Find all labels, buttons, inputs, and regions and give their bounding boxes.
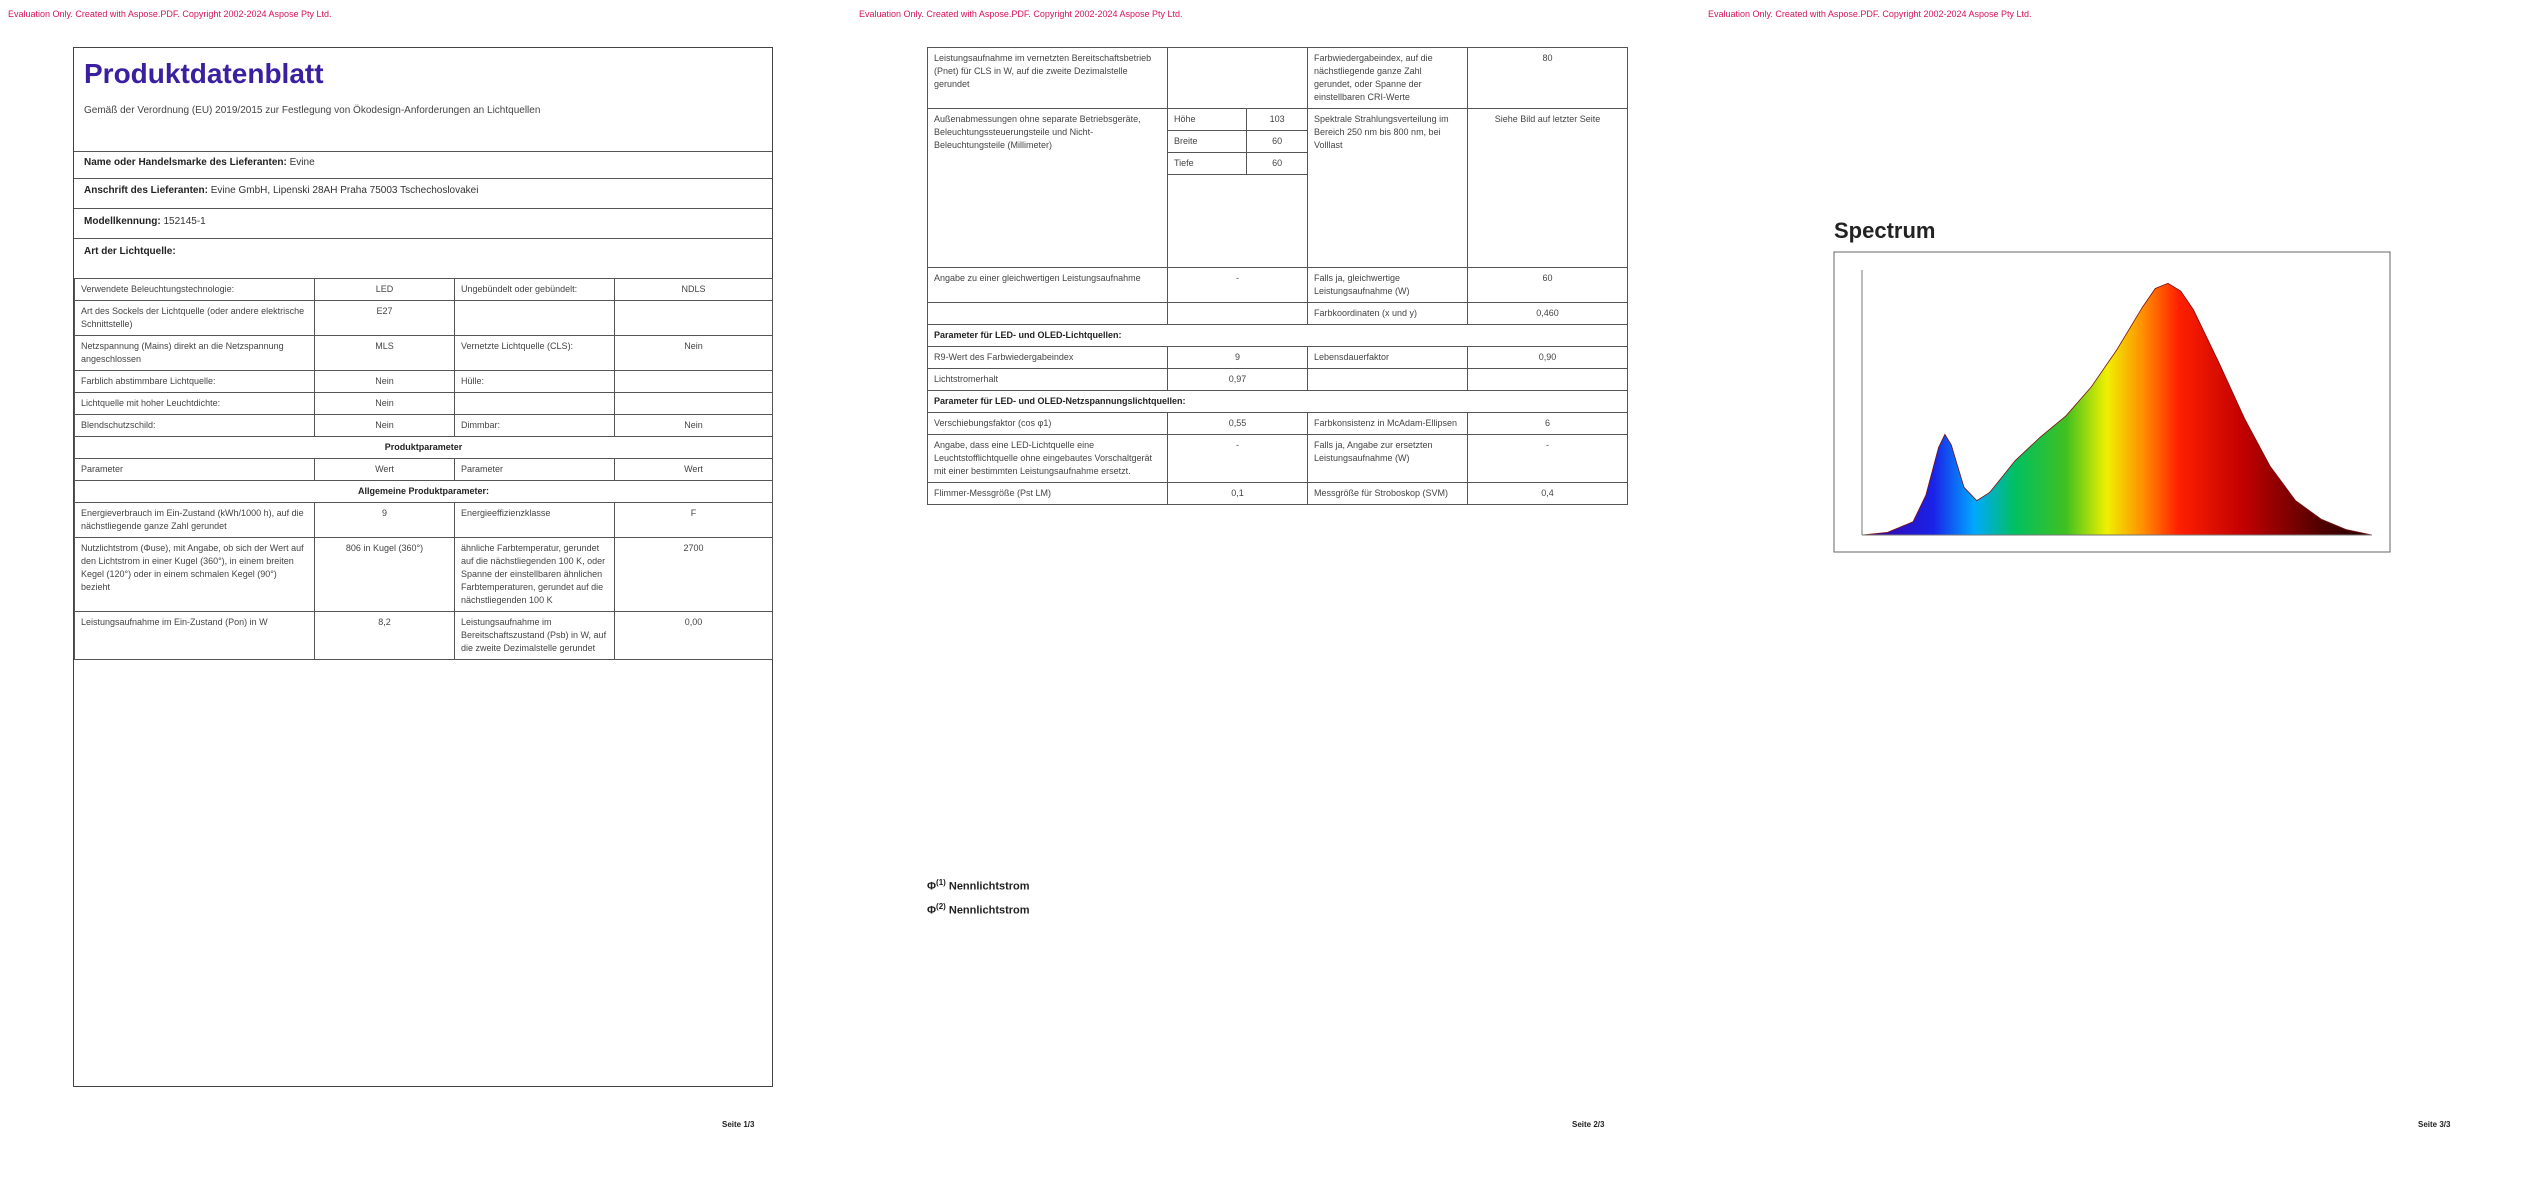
page-2 [847,0,1694,1200]
table-cell: Lebensdauerfaktor [1308,347,1468,369]
table-cell: Farbwiedergabeindex, auf die nächstliegende ganze Zahl gerundet, oder Spanne der einstellbaren CRI-Werte [1308,48,1468,109]
table-cell: - [1168,435,1308,483]
dimension-value: 103 [1247,109,1307,131]
table-cell: Parameter für LED- und OLED-Netzspannungslichtquellen: [928,391,1628,413]
table-cell: 60 [1468,268,1628,303]
table-cell: 0,460 [1468,303,1628,325]
table-cell: Farbkoordinaten (x und y) [1308,303,1468,325]
table-row [928,303,1628,325]
table-row [75,279,773,301]
table-cell: Netzspannung (Mains) direkt an die Netzspannung angeschlossen [75,336,315,371]
table-row [75,301,773,336]
parameter-table [74,278,773,660]
table-row [75,538,773,612]
divider [74,178,772,179]
table-cell: E27 [315,301,455,336]
evaluation-notice: Evaluation Only. Created with Aspose.PDF. Copyright 2002-2024 Aspose Pty Ltd. [1708,9,2032,19]
table-cell: 80 [1468,48,1628,109]
table-cell [455,393,615,415]
table-cell: Parameter [75,459,315,481]
supplier-address-row: Anschrift des Lieferanten: Evine GmbH, Lipenski 28AH Praha 75003 Tschechoslovakei [84,185,479,196]
table-cell: Leistungsaufnahme im vernetzten Bereitschaftsbetrieb (Pnet) für CLS in W, auf die zweite Dezimalstelle gerundet [928,48,1168,109]
table-cell: Farblich abstimmbare Lichtquelle: [75,371,315,393]
table-cell: Angabe, dass eine LED-Lichtquelle eine Leuchtstofflichtquelle ohne eingebautes Vorschaltgerät mit einer bestimmten Leistungsaufnahme ersetzt. [928,435,1168,483]
table-cell: R9-Wert des Farbwiedergabeindex [928,347,1168,369]
table-cell: 2700 [615,538,773,612]
datasheet-frame [73,47,773,1087]
table-cell: Lichtstromerhalt [928,369,1168,391]
table-cell: 9 [315,503,455,538]
table-row [75,393,773,415]
table-cell [928,303,1168,325]
table-row [75,612,773,660]
table-row [928,48,1628,109]
table-row [928,268,1628,303]
table-cell: F [615,503,773,538]
table-cell: 806 in Kugel (360°) [315,538,455,612]
table-row [75,503,773,538]
table-cell: 0,4 [1468,483,1628,505]
table-cell [1468,369,1628,391]
table-cell: Produktparameter [75,437,773,459]
table-cell: Nein [615,336,773,371]
light-source-type-row: Art der Lichtquelle: [84,246,176,257]
table-cell: Verschiebungsfaktor (cos φ1) [928,413,1168,435]
page-number: Seite 3/3 [2418,1120,2451,1129]
table-cell: Wert [315,459,455,481]
dimension-value: 60 [1247,153,1307,175]
table-row [928,347,1628,369]
evaluation-notice: Evaluation Only. Created with Aspose.PDF. Copyright 2002-2024 Aspose Pty Ltd. [859,9,1183,19]
table-cell: Nein [315,371,455,393]
table-cell: Farbkonsistenz in McAdam-Ellipsen [1308,413,1468,435]
table-row [928,435,1628,483]
table-cell: Lichtquelle mit hoher Leuchtdichte: [75,393,315,415]
table-cell: Nutzlichtstrom (Φuse), mit Angabe, ob sich der Wert auf den Lichtstrom in einer Kugel (360°), in einem breiten Kegel (120°) oder in einem schmalen Kegel (90°) bezieht [75,538,315,612]
spectrum-title: Spectrum [1834,218,1936,243]
table-section-row [928,391,1628,413]
table-section-row [928,325,1628,347]
table-row [928,369,1628,391]
table-cell: Vernetzte Lichtquelle (CLS): [455,336,615,371]
table-cell: Angabe zu einer gleichwertigen Leistungsaufnahme [928,268,1168,303]
table-section-row [75,437,773,459]
dimension-label: Tiefe [1168,153,1247,175]
table-cell: - [1468,435,1628,483]
model-id-row: Modellkennung: 152145-1 [84,216,206,227]
table-cell [615,393,773,415]
datasheet-title: Produktdatenblatt [84,58,324,89]
spectrum-chart [1832,250,2392,575]
divider [74,208,772,209]
dimension-label: Höhe [1168,109,1247,131]
table-cell: 9 [1168,347,1308,369]
table-cell: 0,55 [1168,413,1308,435]
table-cell: Hülle: [455,371,615,393]
divider [74,151,772,152]
table-cell: Dimmbar: [455,415,615,437]
table-cell [1168,303,1308,325]
divider [74,238,772,239]
table-cell [455,301,615,336]
table-cell: Nein [315,393,455,415]
table-cell: MLS [315,336,455,371]
parameter-table-continued [927,47,1628,505]
table-cell: Parameter [455,459,615,481]
table-cell: 8,2 [315,612,455,660]
table-cell [615,301,773,336]
table-cell: Art des Sockels der Lichtquelle (oder andere elektrische Schnittstelle) [75,301,315,336]
table-cell: Allgemeine Produktparameter: [75,481,773,503]
table-cell [1168,48,1308,109]
footnote-2: $\Phi^{(2)}$ Nennlichtstrom [927,902,1030,917]
table-cell: Falls ja, Angabe zur ersetzten Leistungsaufnahme (W) [1308,435,1468,483]
table-cell [1308,369,1468,391]
table-cell: 0,00 [615,612,773,660]
table-cell: Außenabmessungen ohne separate Betriebsgeräte, Beleuchtungssteuerungsteile und Nicht-Beleuchtungsteile (Millimeter) [928,109,1168,268]
dimension-value: 60 [1247,131,1307,153]
table-cell: Messgröße für Stroboskop (SVM) [1308,483,1468,505]
table-cell: NDLS [615,279,773,301]
dimensions-subtable [1168,109,1307,175]
table-row [928,483,1628,505]
table-cell: Leistungsaufnahme im Ein-Zustand (Pon) in W [75,612,315,660]
table-cell: Nein [315,415,455,437]
table-cell: 6 [1468,413,1628,435]
supplier-name-row: Name oder Handelsmarke des Lieferanten: Evine [84,157,315,168]
table-cell: Siehe Bild auf letzter Seite [1468,109,1628,268]
table-cell: Flimmer-Messgröße (Pst LM) [928,483,1168,505]
table-section-row [75,481,773,503]
page-1 [0,0,847,1200]
table-row [75,371,773,393]
dimension-label: Breite [1168,131,1247,153]
table-cell: Falls ja, gleichwertige Leistungsaufnahme (W) [1308,268,1468,303]
table-cell: Wert [615,459,773,481]
table-row [75,336,773,371]
table-cell: Energieverbrauch im Ein-Zustand (kWh/1000 h), auf die nächstliegende ganze Zahl gerundet [75,503,315,538]
table-cell: LED [315,279,455,301]
table-cell [615,371,773,393]
evaluation-notice: Evaluation Only. Created with Aspose.PDF. Copyright 2002-2024 Aspose Pty Ltd. [8,9,332,19]
datasheet-intro: Gemäß der Verordnung (EU) 2019/2015 zur Festlegung von Ökodesign-Anforderungen an Lichtquellen [84,105,541,116]
table-cell: Leistungsaufnahme im Bereitschaftszustand (Psb) in W, auf die zweite Dezimalstelle gerundet [455,612,615,660]
table-cell: Parameter für LED- und OLED-Lichtquellen: [928,325,1628,347]
page-number: Seite 2/3 [1572,1120,1605,1129]
table-cell: Spektrale Strahlungsverteilung im Bereich 250 nm bis 800 nm, bei Volllast [1308,109,1468,268]
table-cell: 0,1 [1168,483,1308,505]
table-cell: 0,97 [1168,369,1308,391]
table-cell: Blendschutzschild: [75,415,315,437]
footnote-1: $\Phi^{(1)}$ Nennlichtstrom [927,878,1030,893]
table-cell: Verwendete Beleuchtungstechnologie: [75,279,315,301]
table-cell [1168,109,1308,268]
page-3 [1694,0,2542,1200]
table-cell: - [1168,268,1308,303]
table-row [75,459,773,481]
table-cell: Ungebündelt oder gebündelt: [455,279,615,301]
table-cell: ähnliche Farbtemperatur, gerundet auf die nächstliegenden 100 K, oder Spanne der einstellbaren ähnlichen Farbtemperaturen, gerundet auf die nächstliegenden 100 K [455,538,615,612]
table-row [928,109,1628,268]
table-row [928,413,1628,435]
page-number: Seite 1/3 [722,1120,755,1129]
table-cell: 0,90 [1468,347,1628,369]
table-row [75,415,773,437]
table-cell: Energieeffizienzklasse [455,503,615,538]
table-cell: Nein [615,415,773,437]
